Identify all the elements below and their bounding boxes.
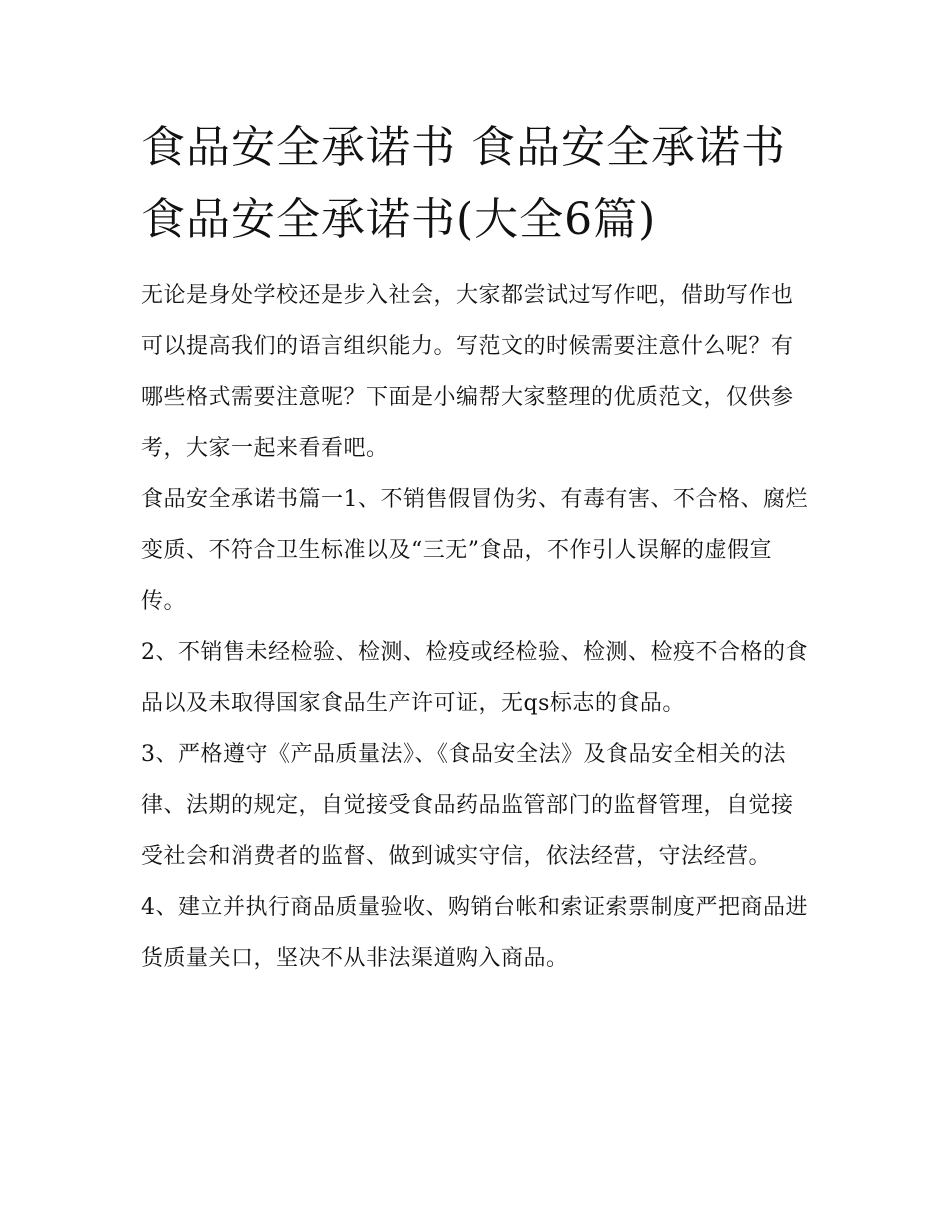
paragraph-item-2: 2、不销售未经检验、检测、检疫或经检验、检测、检疫不合格的食品以及未取得国家食品生产许可证，无qs标志的食品。: [141, 640, 808, 716]
document-page: [141, 112, 813, 984]
paragraph-item-4: 4、建立并执行商品质量验收、购销台帐和索证索票制度严把商品进货质量关口，坚决不从非法渠道购入商品。: [141, 895, 808, 971]
paragraph-item-3: 3、严格遵守《产品质量法》、《食品安全法》及食品安全相关的法律、法期的规定，自觉接受食品药品监管部门的监督管理，自觉接受社会和消费者的监督、做到诚实守信，依法经营，守法经营。: [141, 742, 794, 869]
document-title: 食品安全承诺书 食品安全承诺书食品安全承诺书(大全6篇): [141, 122, 786, 245]
paragraph-intro: 无论是身处学校还是步入社会，大家都尝试过写作吧，借助写作也可以提高我们的语言组织能力。写范文的时候需要注意什么呢？有哪些格式需要注意呢？下面是小编帮大家整理的优质范文，仅供参考，大家一起来看看吧。: [141, 283, 794, 461]
paragraph-item-1: 食品安全承诺书篇一1、不销售假冒伪劣、有毒有害、不合格、腐烂变质、不符合卫生标准以及“三无”食品，不作引人误解的虚假宣传。: [141, 487, 808, 614]
